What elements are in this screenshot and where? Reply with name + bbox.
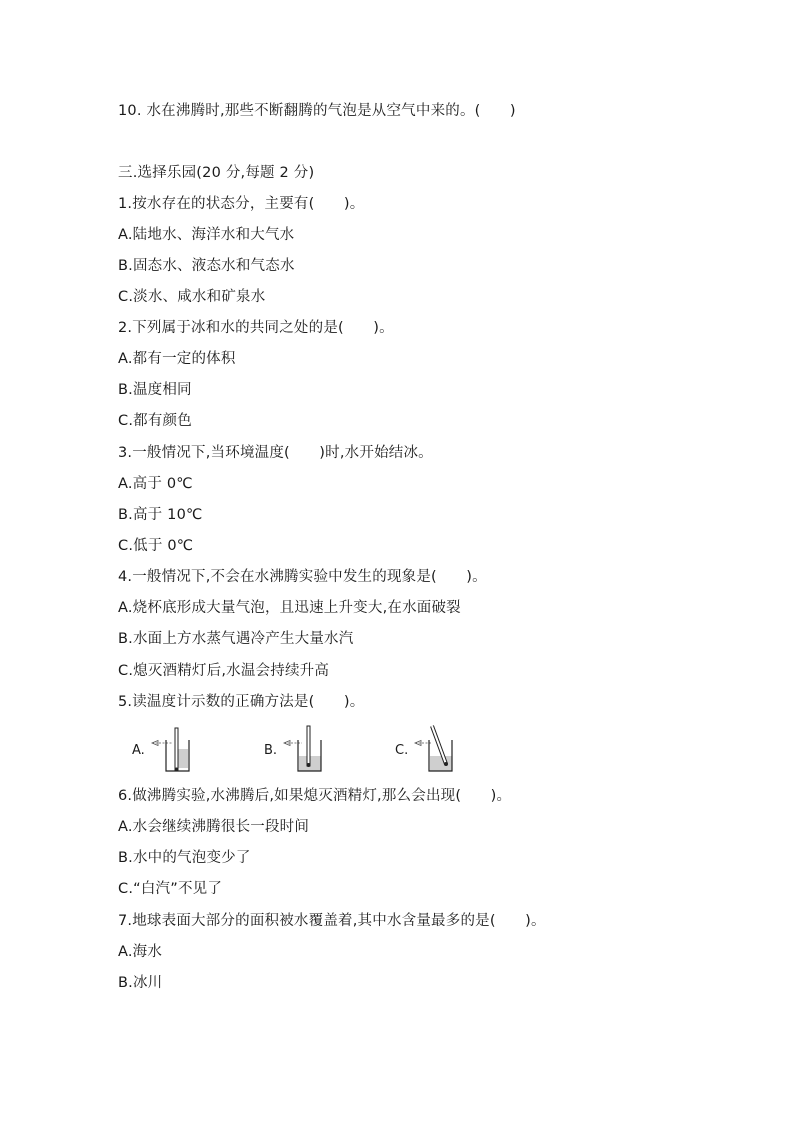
q6-option-a: A.水会继续沸腾很长一段时间: [118, 819, 310, 835]
question-6: 6.做沸腾实验,水沸腾后,如果熄灭酒精灯,那么会出现( )。: [118, 788, 512, 804]
question-10-true-false: 10. 水在沸腾时,那些不断翻腾的气泡是从空气中来的。( ): [118, 103, 516, 119]
question-5: 5.读温度计示数的正确方法是( )。: [118, 694, 365, 710]
q6-option-b: B.水中的气泡变少了: [118, 850, 251, 866]
q2-option-b: B.温度相同: [118, 382, 192, 398]
question-3: 3.一般情况下,当环境温度( )时,水开始结冰。: [118, 445, 433, 461]
question-7: 7.地球表面大部分的面积被水覆盖着,其中水含量最多的是( )。: [118, 913, 546, 929]
figure-option-c: [395, 722, 485, 778]
section-heading-choice: 三.选择乐园(20 分,每题 2 分): [118, 165, 315, 181]
q2-option-c: C.都有颜色: [118, 413, 192, 429]
q1-option-b: B.固态水、液态水和气态水: [118, 258, 295, 274]
figure-option-b: [264, 722, 354, 778]
thermometer-beaker-c-icon: [395, 722, 485, 778]
q3-option-c: C.低于 0℃: [118, 538, 194, 554]
q7-option-a: A.海水: [118, 944, 163, 960]
figure-b-label: B.: [264, 743, 278, 758]
q4-option-c: C.熄灭酒精灯后,水温会持续升高: [118, 663, 330, 679]
thermometer-figures: [132, 722, 472, 778]
figure-option-a: [132, 722, 222, 778]
q3-option-a: A.高于 0℃: [118, 476, 193, 492]
q4-option-b: B.水面上方水蒸气遇冷产生大量水汽: [118, 631, 354, 647]
q1-option-c: C.淡水、咸水和矿泉水: [118, 289, 266, 305]
question-4: 4.一般情况下,不会在水沸腾实验中发生的现象是( )。: [118, 569, 487, 585]
q4-option-a: A.烧杯底形成大量气泡，且迅速上升变大,在水面破裂: [118, 600, 461, 616]
question-1: 1.按水存在的状态分，主要有( )。: [118, 196, 365, 212]
q6-option-c: C.“白汽”不见了: [118, 881, 223, 897]
q7-option-b: B.冰川: [118, 975, 163, 991]
q1-option-a: A.陆地水、海洋水和大气水: [118, 227, 295, 243]
q3-option-b: B.高于 10℃: [118, 507, 203, 523]
q2-option-a: A.都有一定的体积: [118, 351, 236, 367]
figure-c-label: C.: [395, 743, 409, 758]
thermometer-beaker-b-icon: [264, 722, 354, 778]
thermometer-beaker-a-icon: [132, 722, 222, 778]
figure-a-label: A.: [132, 743, 145, 758]
question-2: 2.下列属于冰和水的共同之处的是( )。: [118, 320, 394, 336]
